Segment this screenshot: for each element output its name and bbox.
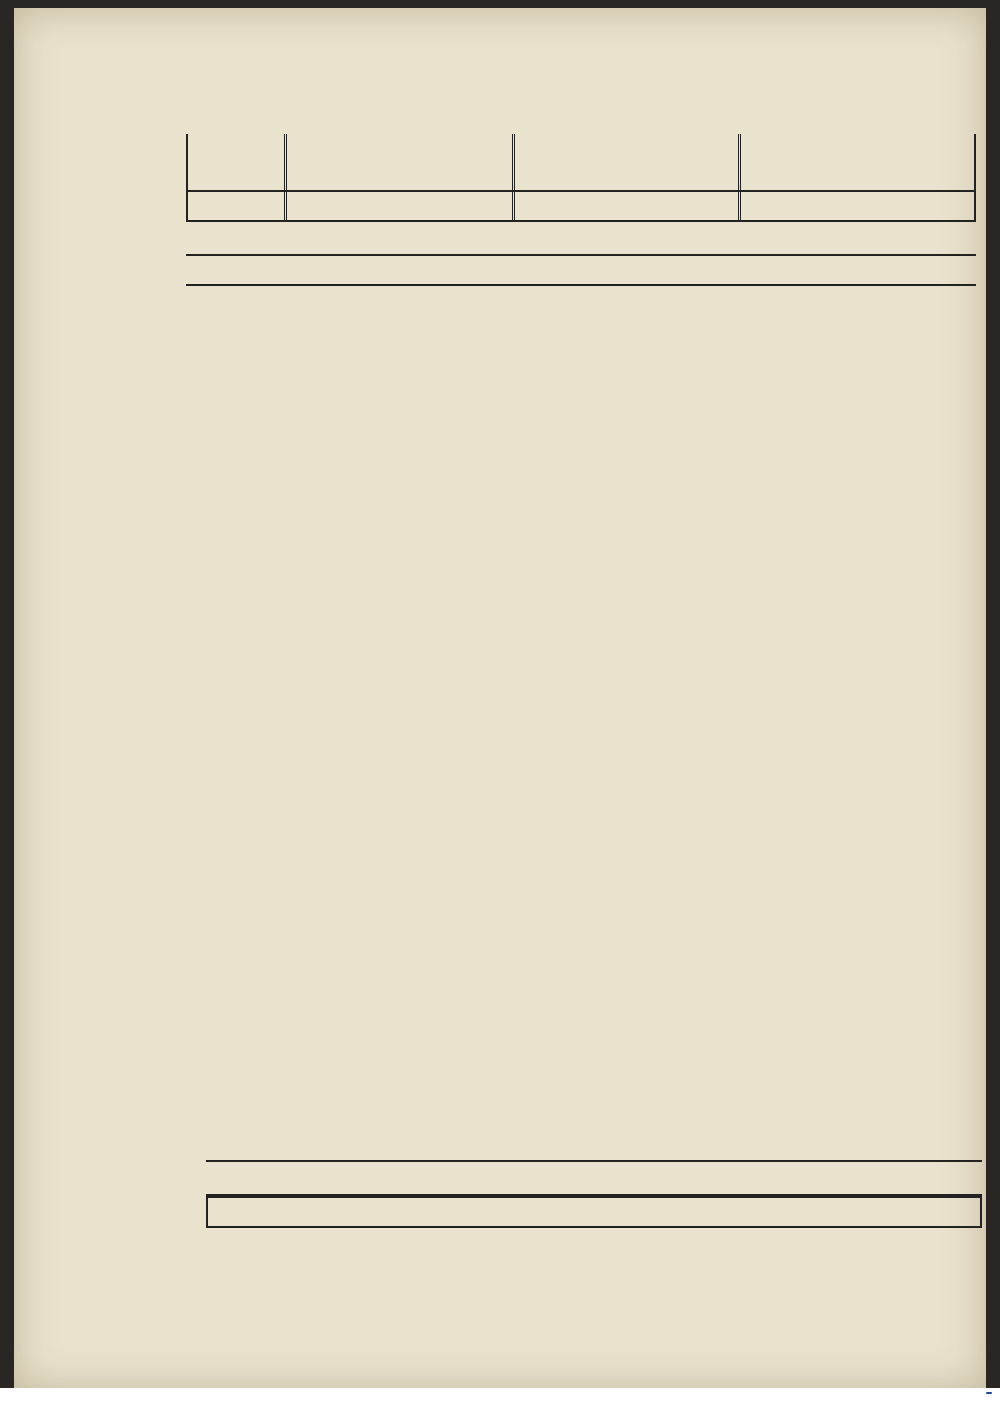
label-anoma-eccen: [206, 1198, 550, 1226]
header-captions: [186, 134, 976, 190]
header-scrupula: [284, 134, 512, 190]
header-dodeca-1: [284, 190, 512, 220]
book-page: [14, 8, 986, 1390]
dfg-logo: [986, 1392, 992, 1394]
footer-bar: [0, 1388, 1000, 1416]
header-austrina: [512, 134, 738, 190]
header-dodeca-2: [512, 190, 738, 220]
label-commuta: [550, 1198, 982, 1226]
header-anoma: [738, 190, 976, 220]
header-borea: [738, 134, 976, 190]
header-blank: [186, 134, 284, 190]
bottom-numbers: [206, 1160, 982, 1196]
header-dodeca: [186, 190, 976, 220]
bottom-labels: [206, 1196, 982, 1228]
